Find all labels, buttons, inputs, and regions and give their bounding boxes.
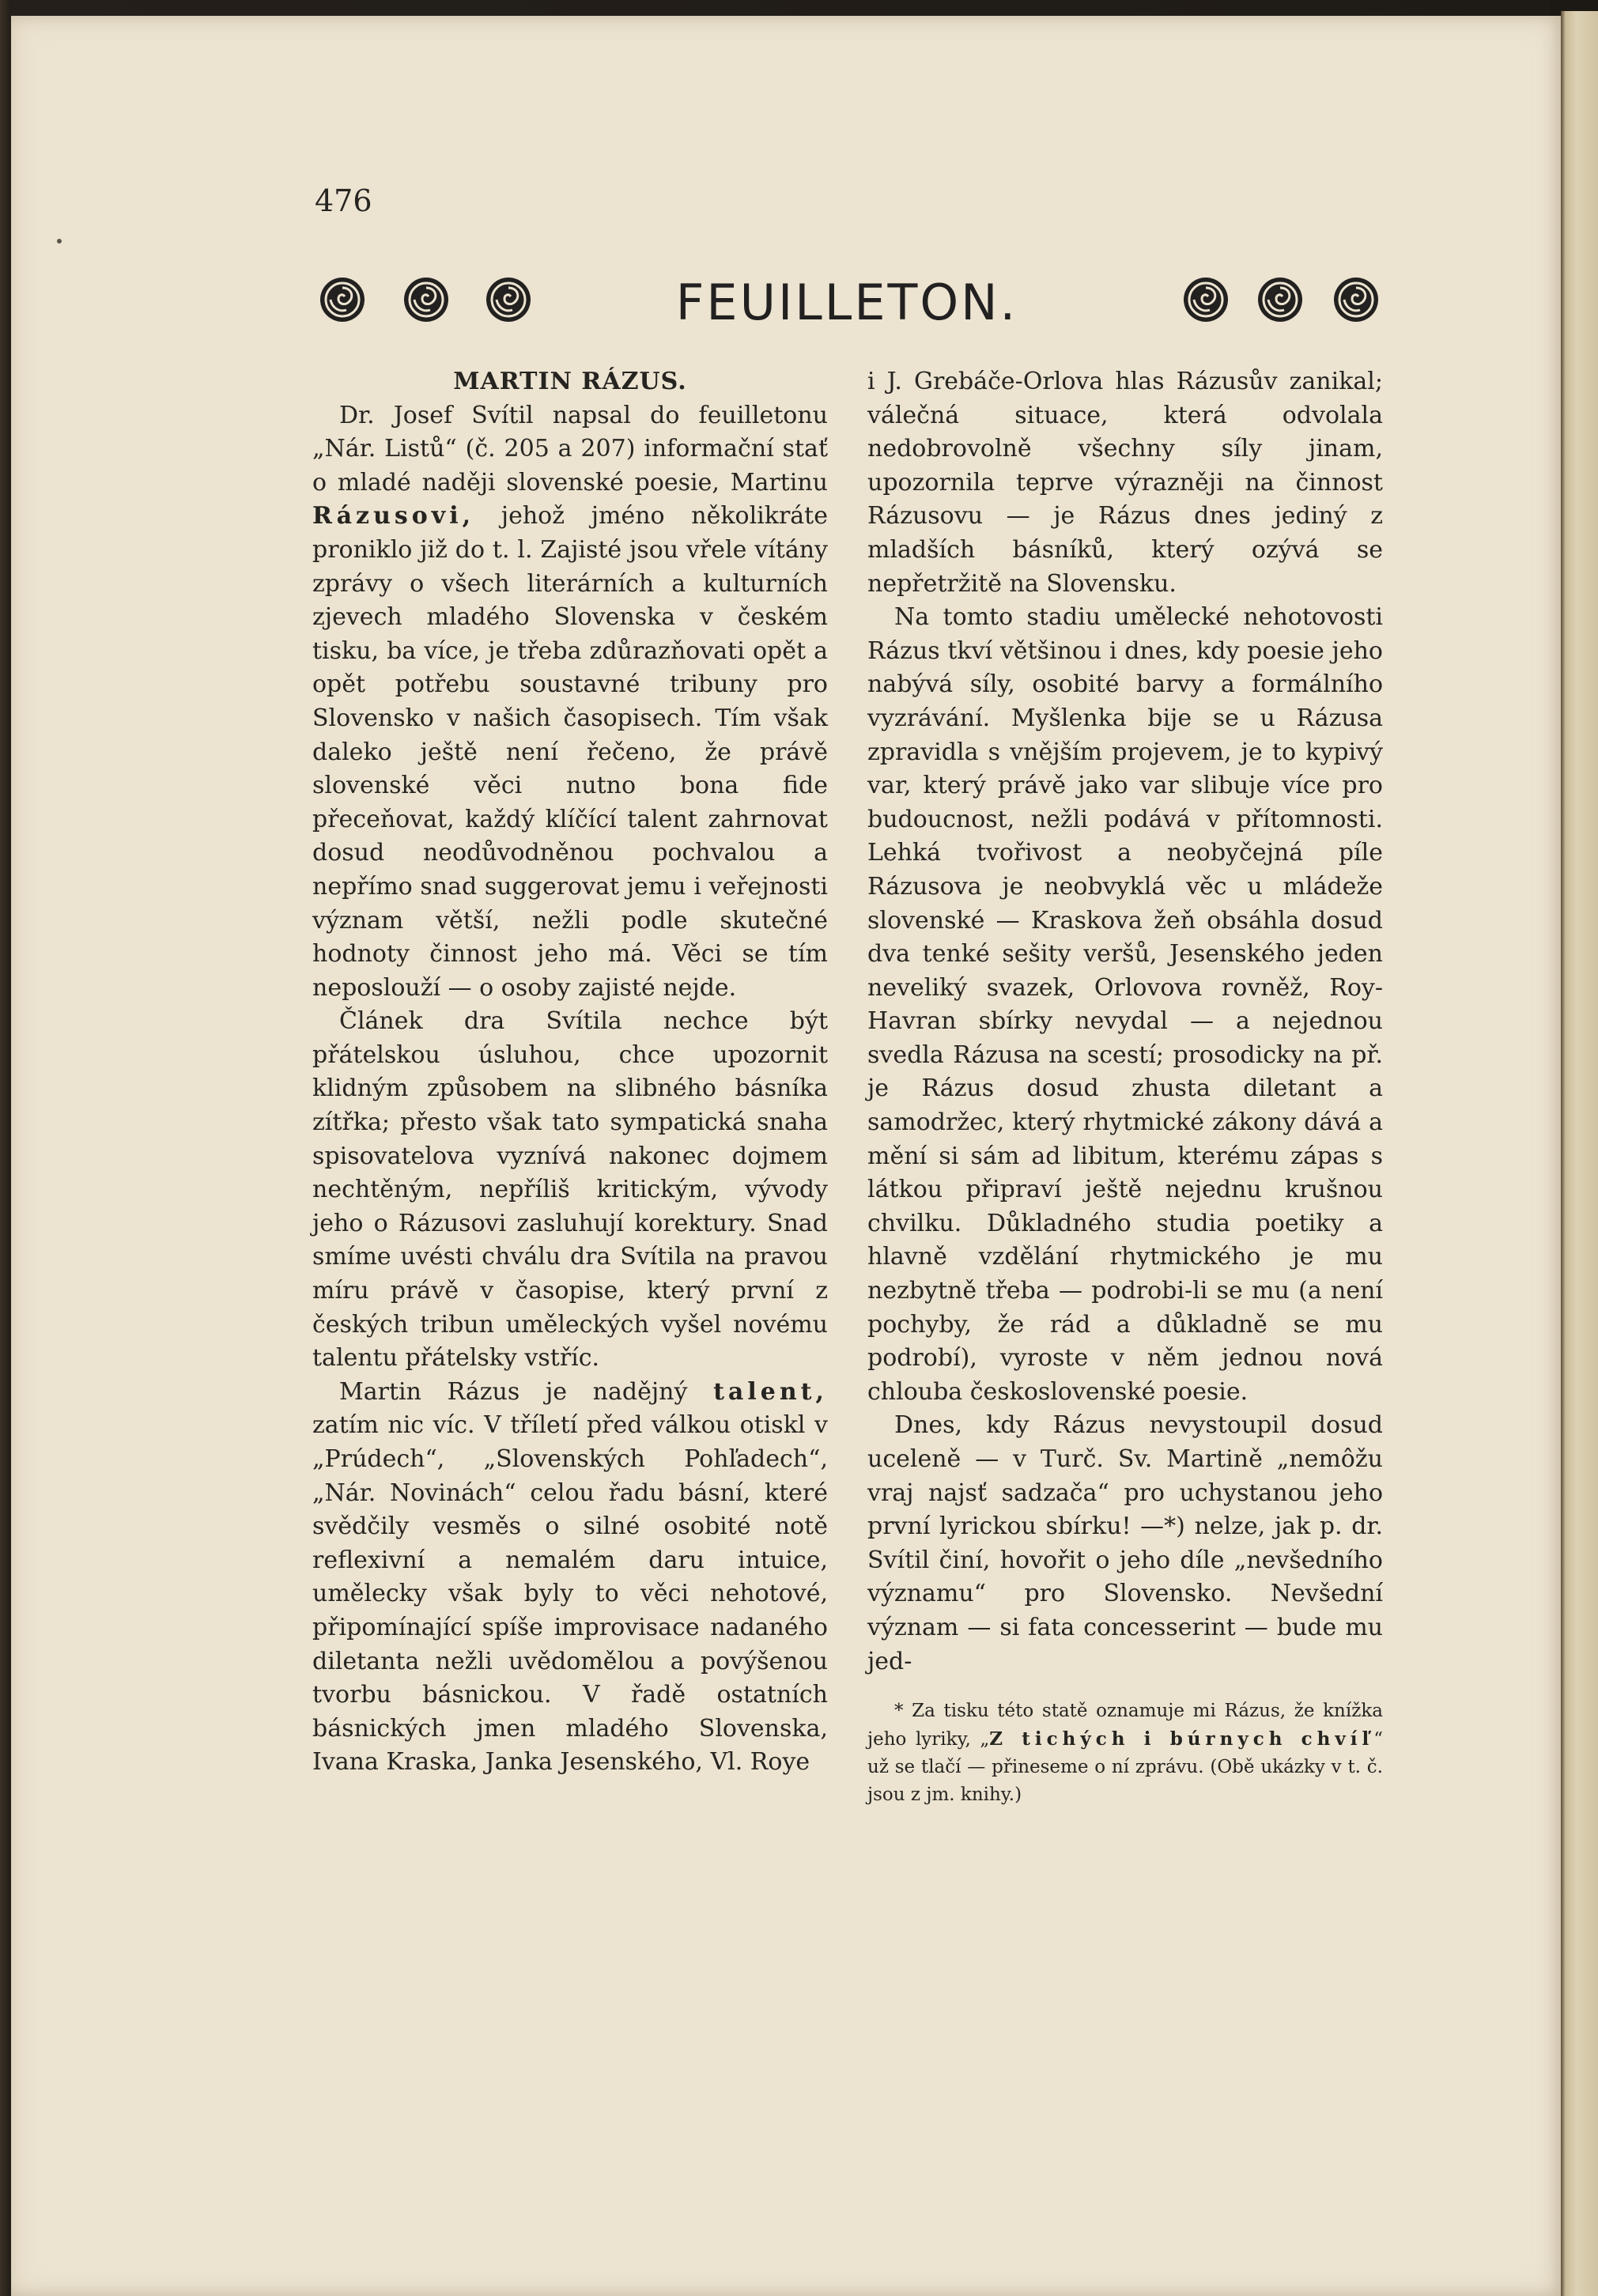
page-number: 476 xyxy=(315,183,372,218)
section-title: FEUILLETON. xyxy=(675,274,1018,331)
paragraph-text: Dr. Josef Svítil napsal do feuilletonu „Nár. Listů“ (č. 205 a 207) informační stať o mladé naději slovenské poesie, Martinu xyxy=(312,401,828,497)
article-title: MARTIN RÁZUS. xyxy=(453,368,687,395)
left-column xyxy=(312,365,828,1780)
rose-ornament-icon xyxy=(1332,275,1381,324)
paragraph-text: jehož jméno několikráte proniklo již do t. l. Zajisté jsou vřele vítány zprávy o všech literárních a kulturních zjevech mladého Slovenska v českém tisku, ba více, je třeba zdůrazňovati opět a opět potřebu soustavné tribuny pro Slovensko v našich časopisech. Tím však daleko ještě není řečeno, že právě slovenské věci nutno bona fide přeceňovat, každý klíčící talent zahrnovat dosud neodůvodněnou pochvalou a nepřímo snad suggerovat jemu i veřejnosti význam větší, nežli podle skutečné hodnoty činnost jeho má. Věci se tím neposlouží — o osoby zajisté nejde. xyxy=(312,502,828,1002)
paragraph-text: Martin Rázus je nadějný xyxy=(339,1377,688,1406)
rose-ornament-icon xyxy=(1181,275,1230,324)
paragraph-text: zatím nic víc. V tříletí před válkou otiskl v „Prúdech“, „Slovenských Pohľadech“, „Nár. Novinách“ celou řadu básní, které svědčily vesměs o silné osobité notě reflexivní a nemalém daru intuice, umělecky však byly to věci nehotové, připomínající spíše improvisace nadaného diletanta nežli uvědomělou a povýšenou tvorbu básnickou. V řadě ostatních básnických jmen mladého Slovenska, Ivana Kraska, Janka Jesenského, Vl. Roye xyxy=(312,1411,828,1777)
emphasized-word: talent, xyxy=(713,1377,828,1406)
right-column xyxy=(867,365,1383,1809)
ink-speck xyxy=(57,239,62,244)
footnote xyxy=(867,1697,1383,1809)
paragraph: Dnes, kdy Rázus nevystoupil dosud uceleně — v Turč. Sv. Martině „nemôžu vraj najsť sadzača“ pro uchystanou jeho první lyrickou sbírku! —*) nelze, jak p. dr. Svítil činí, hovořit o jeho díle „nevšedního významu“ pro Slovensko. Nevšední význam — si fata concesserint — bude mu jed- xyxy=(867,1411,1383,1675)
paragraph xyxy=(312,399,828,1006)
paragraph: Na tomto stadiu umělecké nehotovosti Rázus tkví většinou i dnes, kdy poesie jeho nabývá síly, osobité barvy a formálního vyzrávání. Myšlenka bije se u Rázusa zpravidla s vnějším projevem, je to kypivý var, který právě jako var slibuje více pro budoucnost, nežli podává v přítomnosti. Lehká tvořivost a neobyčejná píle Rázusova je neobvyklá věc u mládeže slovenské — Kraskova žeň obsáhla dosud dva tenké sešity veršů, Jesenského jeden neveliký svazek, Orlovova rovněž, Roy-Havran sbírky nevydal — a nejednou svedla Rázusa na scestí; prosodicky na př. je Rázus dosud zhusta diletant a samodržec, který rhytmické zákony dává a mění si sám ad libitum, kterému zápas s látkou připraví ještě nejednu krušnou chvilku. Důkladného studia poetiky a hlavně vzdělání rhytmického je mu nezbytně třeba — podrobi-li se mu (a není pochyby, že rád a důkladně se mu podrobí), vyroste v něm jednou nová chlouba československé poesie. xyxy=(867,603,1383,1406)
paragraph xyxy=(312,1376,828,1780)
emphasized-name: Rázusovi, xyxy=(312,502,475,531)
footnote-text: * Za tisku této statě oznamuje mi Rázus, že knížka jeho lyriky, „ xyxy=(867,1701,1383,1750)
page-edge-strip xyxy=(1561,11,1598,2296)
section-header xyxy=(315,275,1379,338)
rose-ornament-icon xyxy=(1256,275,1305,324)
footnote-book-title: Z tichých i búrnych chvíľ xyxy=(989,1728,1374,1750)
paragraph: i J. Grebáče-Orlova hlas Rázusův zanikal; válečná situace, která odvolala nedobrovolně všechny síly jinam, upozornila teprve výrazněji na činnost Rázusovu — je Rázus dnes jediný z mladších básníků, který ozývá se nepřetržitě na Slovensku. xyxy=(867,368,1383,598)
paragraph: Článek dra Svítila nechce být přátelskou úsluhou, chce upozornit klidným způsobem na slibného básníka zítřka; přesto však tato sympatická snaha spisovatelova vyznívá nakonec dojmem nechtěným, nepříliš kritickým, vývody jeho o Rázusovi zasluhují korektury. Snad smíme uvésti chválu dra Svítila na pravou míru právě v časopise, který první z českých tribun uměleckých vyšel novému talentu přátelsky vstříc. xyxy=(312,1007,828,1373)
footnote-text: “ už se tlačí — přineseme o ní zprávu. (Obě ukázky v t. č. jsou z jm. knihy.) xyxy=(867,1729,1383,1806)
